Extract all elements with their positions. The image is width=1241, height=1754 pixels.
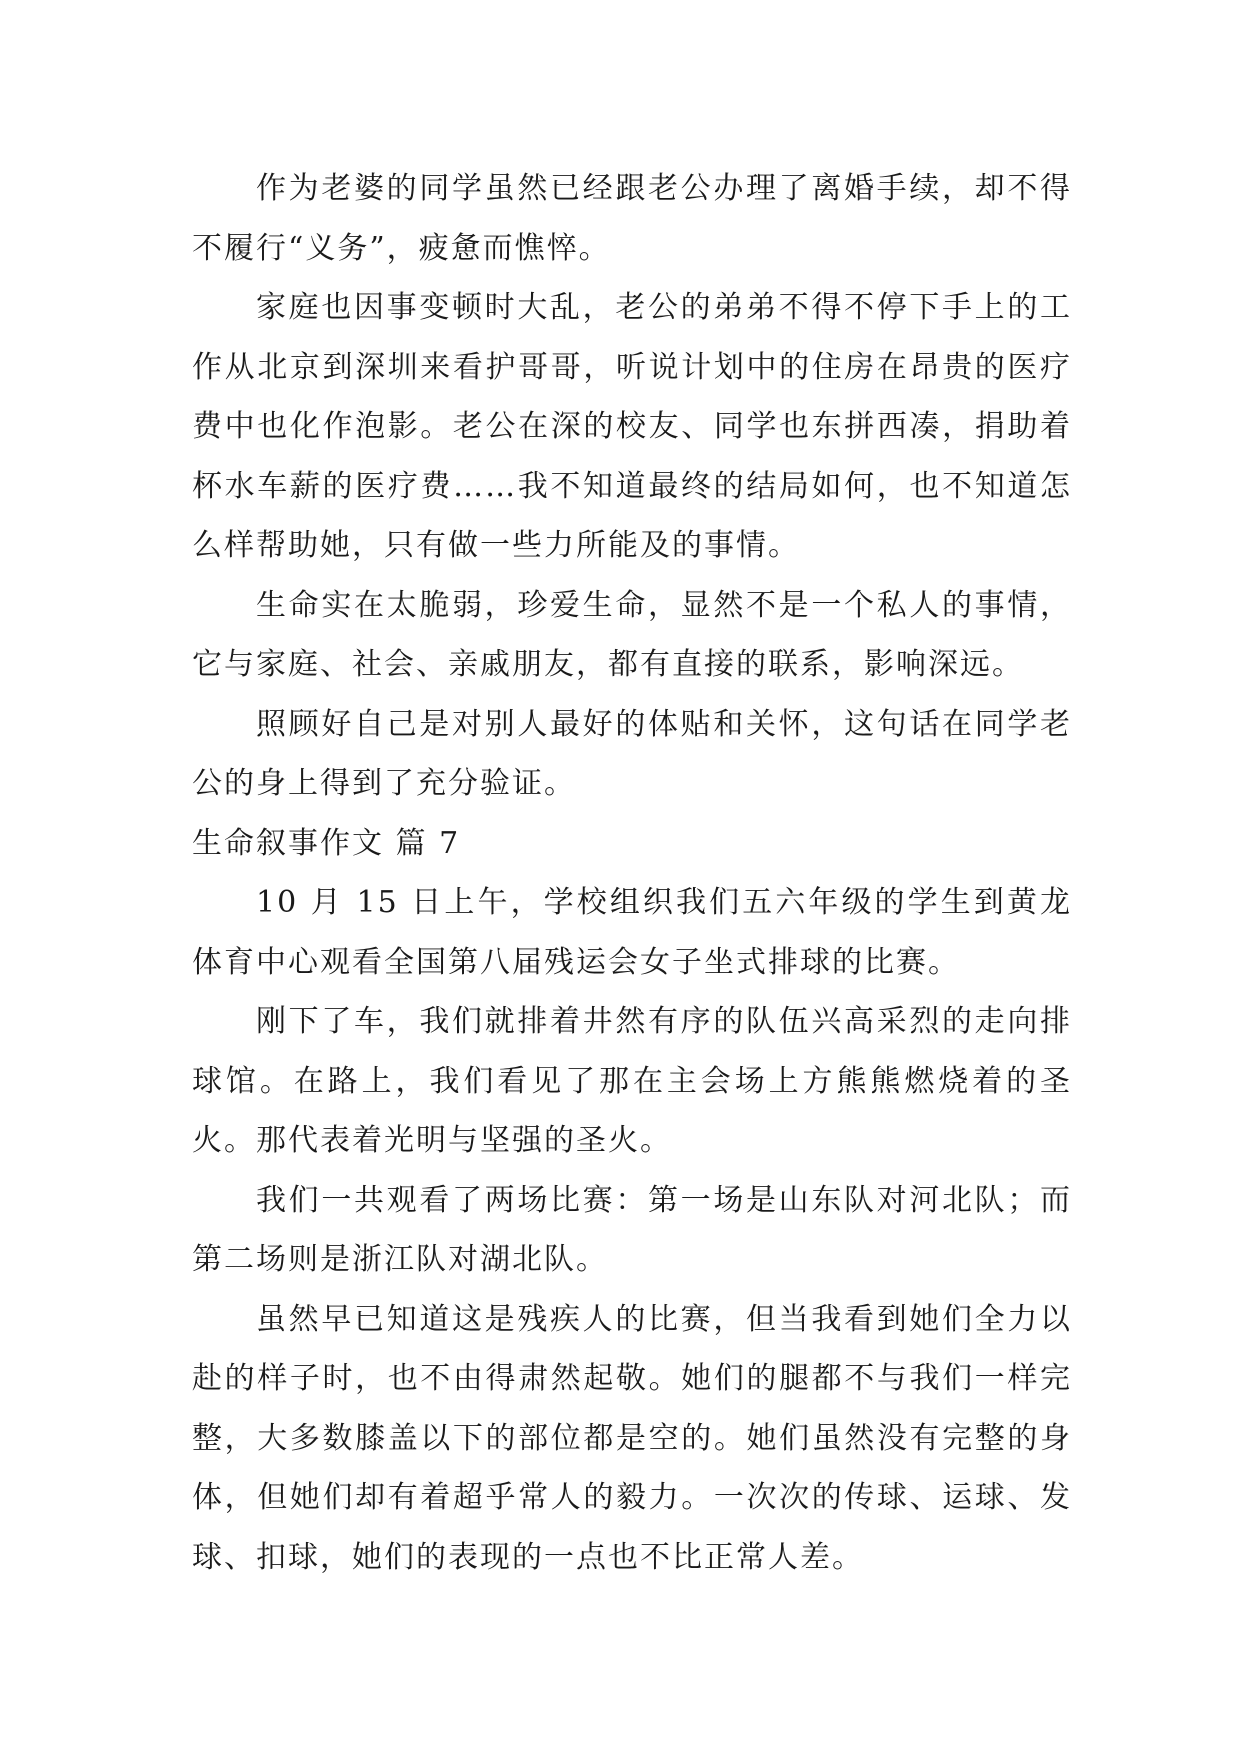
paragraph-4: 照顾好自己是对别人最好的体贴和关怀，这句话在同学老公的身上得到了充分验证。 bbox=[192, 706, 1072, 801]
paragraph-6: 刚下了车，我们就排着井然有序的队伍兴高采烈的走向排球馆。在路上，我们看见了那在主会场上方熊熊燃烧着的圣火。那代表着光明与坚强的圣火。 bbox=[192, 1004, 1072, 1158]
paragraph-7: 我们一共观看了两场比赛：第一场是山东队对河北队；而第二场则是浙江队对湖北队。 bbox=[192, 1182, 1072, 1277]
paragraph-8: 虽然早已知道这是残疾人的比赛，但当我看到她们全力以赴的样子时，也不由得肃然起敬。她们的腿都不与我们一样完整，大多数膝盖以下的部位都是空的。她们虽然没有完整的身体，但她们却有着超乎常人的毅力。一次次的传球、运球、发球、扣球，她们的表现的一点也不比正常人差。 bbox=[192, 1301, 1072, 1575]
paragraph-2: 家庭也因事变顿时大乱，老公的弟弟不得不停下手上的工作从北京到深圳来看护哥哥，听说计划中的住房在昂贵的医疗费中也化作泡影。老公在深的校友、同学也东拼西凑，捐助着杯水车薪的医疗费……我不知道最终的结局如何，也不知道怎么样帮助她，只有做一些力所能及的事情。 bbox=[192, 290, 1072, 563]
paragraph-1: 作为老婆的同学虽然已经跟老公办理了离婚手续，却不得不履行“义务”，疲惫而憔悴。 bbox=[192, 171, 1072, 266]
paragraph-3: 生命实在太脆弱，珍爱生命，显然不是一个私人的事情，它与家庭、社会、亲戚朋友，都有直接的联系，影响深远。 bbox=[192, 587, 1072, 682]
section-heading: 生命叙事作文 篇 7 bbox=[192, 825, 461, 861]
paragraph-5: 10 月 15 日上午，学校组织我们五六年级的学生到黄龙体育中心观看全国第八届残运会女子坐式排球的比赛。 bbox=[192, 885, 1072, 980]
document-body bbox=[192, 159, 1072, 1587]
